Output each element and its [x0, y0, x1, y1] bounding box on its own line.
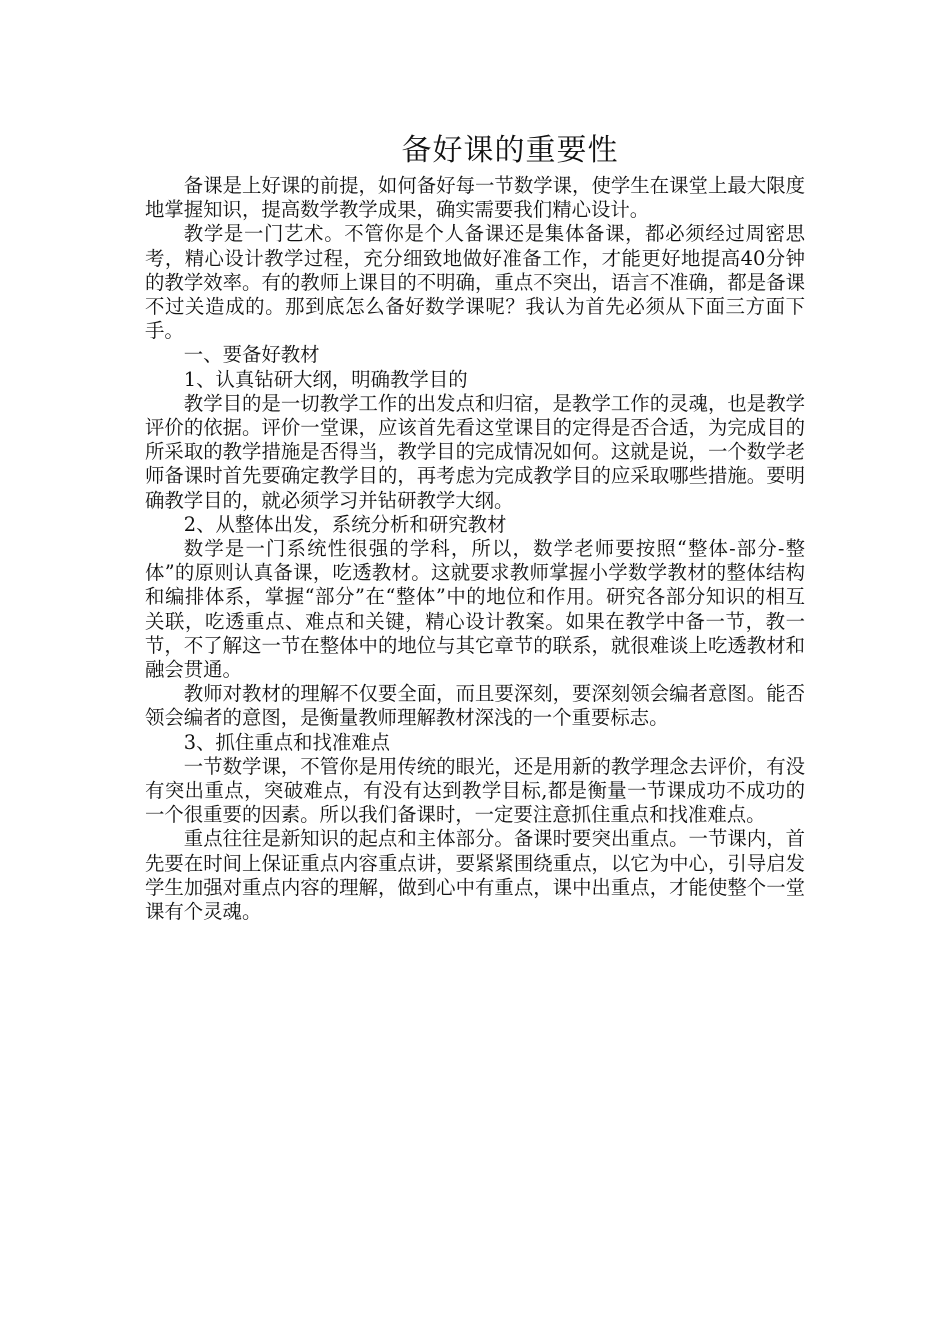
- paragraph-teaching-purpose: 教学目的是一切教学工作的出发点和归宿，是教学工作的灵魂，也是教学评价的依据。评价一堂课，应该首先看这堂课目的定得是否合适，为完成目的所采取的教学措施是否得当，教学目的完成情况如何。这就是说，一个数学老师备课时首先要确定教学目的，再考虑为完成教学目的应采取哪些措施。要明确教学目的，就必须学习并钻研教学大纲。: [145, 391, 805, 512]
- page-title: 备好课的重要性: [401, 133, 619, 168]
- subheading-key-points: 3、抓住重点和找准难点: [183, 730, 391, 754]
- paragraph-key-and-difficult: 一节数学课，不管你是用传统的眼光，还是用新的教学理念去评价，有没有突出重点，突破难点，有没有达到教学目标,都是衡量一节课成功不成功的一个很重要的因素。所以我们备课时，一定要注意抓住重点和找准难点。: [145, 754, 805, 827]
- subheading-study-outline: 1、认真钻研大纲，明确教学目的: [183, 367, 468, 391]
- paragraph-editor-intent: 教师对教材的理解不仅要全面，而且要深刻，要深刻领会编者意图。能否领会编者的意图，是衡量教师理解教材深浅的一个重要标志。: [145, 682, 805, 730]
- paragraph-focus-on-key: 重点往往是新知识的起点和主体部分。备课时要突出重点。一节课内，首先要在时间上保证重点内容重点讲，要紧紧围绕重点，以它为中心，引导启发学生加强对重点内容的理解，做到心中有重点，课中出重点，才能使整个一堂课有个灵魂。: [145, 827, 805, 924]
- section-heading-prepare-materials: 一、要备好教材: [183, 343, 320, 367]
- paragraph-art-of-teaching: 教学是一门艺术。不管你是个人备课还是集体备课，都必须经过周密思考，精心设计教学过程，充分细致地做好准备工作，才能更好地提高40分钟的教学效率。有的教师上课目的不明确，重点不突出，语言不准确，都是备课不过关造成的。那到底怎么备好数学课呢？我认为首先必须从下面三方面下手。: [145, 222, 805, 343]
- paragraph-intro: 备课是上好课的前提，如何备好每一节数学课，使学生在课堂上最大限度地掌握知识，提高数学教学成果，确实需要我们精心设计。: [145, 174, 805, 222]
- paragraph-system-of-math: 数学是一门系统性很强的学科，所以，数学老师要按照“整体-部分-整体”的原则认真备课，吃透教材。这就要求教师掌握小学数学教材的整体结构和编排体系，掌握“部分”在“整体”中的地位和作用。研究各部分知识的相互关联，吃透重点、难点和关键，精心设计教案。如果在教学中备一节，教一节，不了解这一节在整体中的地位与其它章节的联系，就很难谈上吃透教材和融会贯通。: [145, 537, 805, 682]
- document-page: [145, 128, 805, 924]
- subheading-analyze-materials: 2、从整体出发，系统分析和研究教材: [183, 512, 507, 536]
